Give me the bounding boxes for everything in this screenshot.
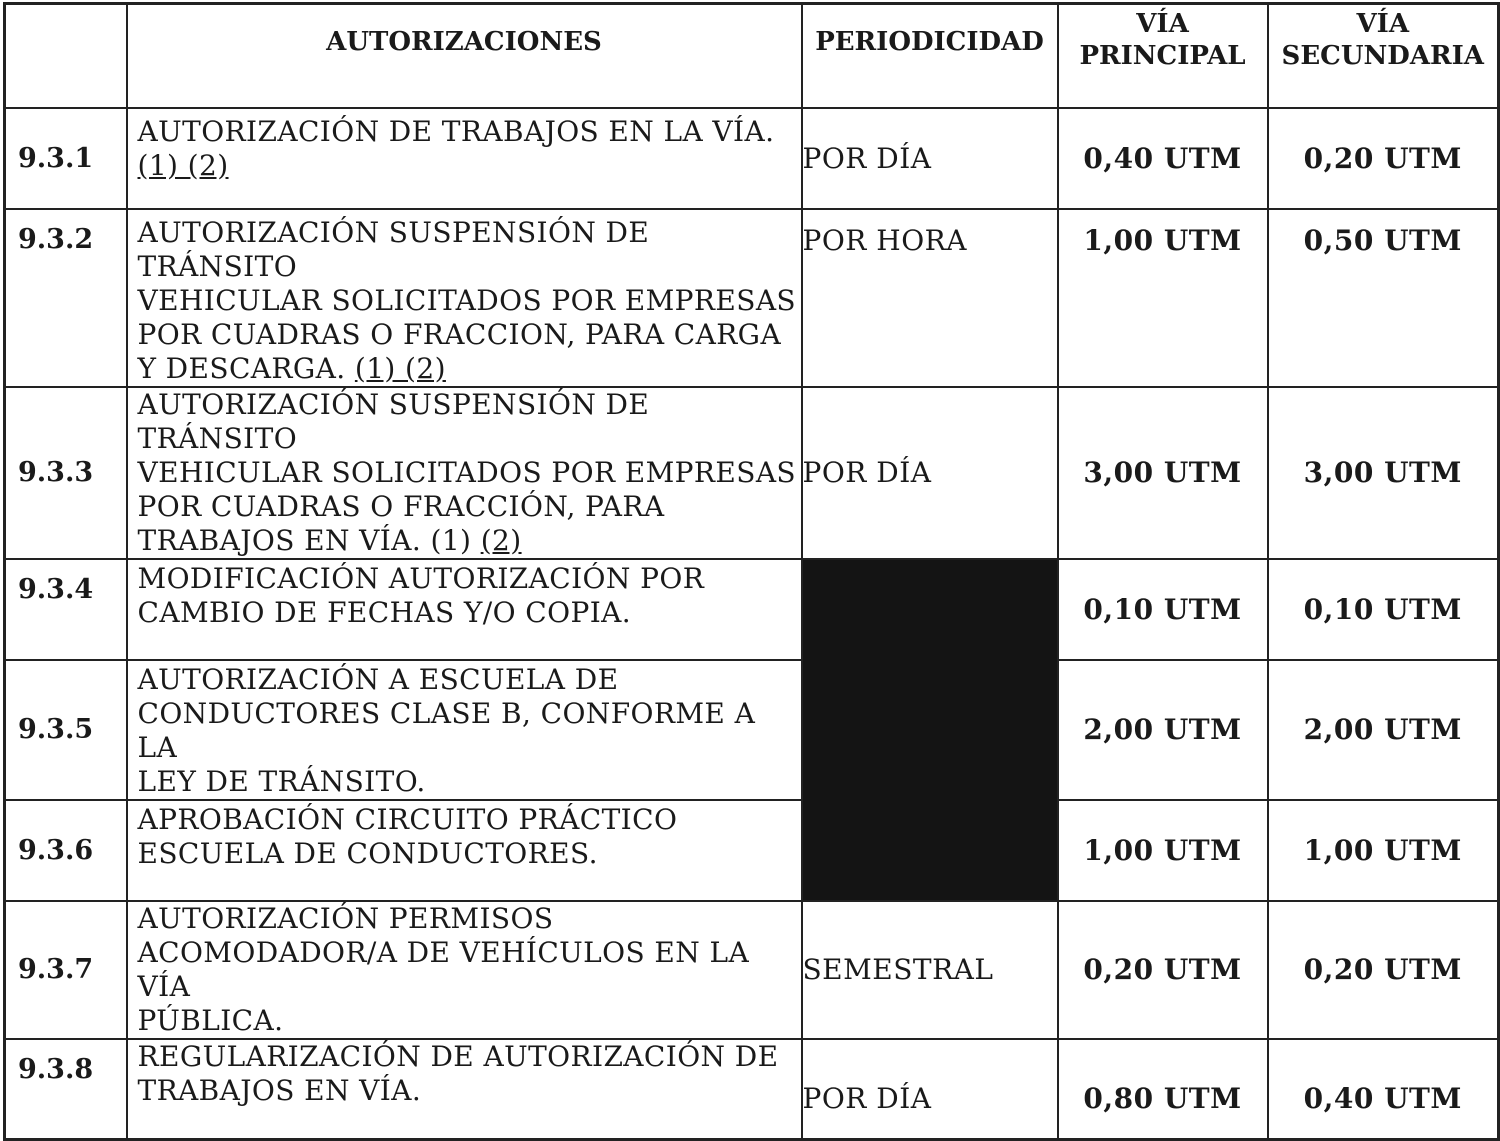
header-periodicidad: PERIODICIDAD <box>802 4 1058 108</box>
row-periodicidad: POR DÍA <box>802 1039 1058 1140</box>
row-description <box>127 559 802 660</box>
desc-line: POR CUADRAS O FRACCIÓN, PARA <box>137 489 665 523</box>
row-code: 9.3.6 <box>5 800 127 901</box>
row-description <box>127 108 802 209</box>
row-via-principal: 2,00 UTM <box>1058 660 1268 800</box>
header-via-secundaria <box>1268 4 1499 108</box>
table-row <box>5 800 1499 901</box>
header-autorizaciones: AUTORIZACIONES <box>127 4 802 108</box>
header-row <box>5 4 1499 108</box>
desc-line: AUTORIZACIÓN SUSPENSIÓN DE TRÁNSITO <box>137 387 650 455</box>
desc-line: VEHICULAR SOLICITADOS POR EMPRESAS <box>137 455 797 489</box>
desc-line: ESCUELA DE CONDUCTORES. <box>137 836 598 870</box>
header-code <box>5 4 127 108</box>
row-via-principal: 0,40 UTM <box>1058 108 1268 209</box>
row-via-secundaria: 0,10 UTM <box>1268 559 1499 660</box>
table-row <box>5 901 1499 1039</box>
row-code: 9.3.8 <box>5 1039 127 1140</box>
tariff-table <box>3 2 1500 1141</box>
header-via-secundaria-line1: VÍA <box>1356 9 1409 39</box>
row-code: 9.3.5 <box>5 660 127 800</box>
table-row <box>5 387 1499 559</box>
row-via-principal: 0,80 UTM <box>1058 1039 1268 1140</box>
row-via-secundaria: 2,00 UTM <box>1268 660 1499 800</box>
header-via-principal-line1: VÍA <box>1136 9 1189 39</box>
row-via-secundaria: 3,00 UTM <box>1268 387 1499 559</box>
desc-line: PÚBLICA. <box>137 1003 284 1037</box>
desc-line: VEHICULAR SOLICITADOS POR EMPRESAS <box>137 283 797 317</box>
row-periodicidad: SEMESTRAL <box>802 901 1058 1039</box>
desc-line: AUTORIZACIÓN SUSPENSIÓN DE TRÁNSITO <box>137 215 650 283</box>
desc-line: APROBACIÓN CIRCUITO PRÁCTICO <box>137 802 678 836</box>
row-via-principal: 0,10 UTM <box>1058 559 1268 660</box>
redacted-block <box>802 559 1058 901</box>
row-description <box>127 209 802 387</box>
row-description <box>127 387 802 559</box>
desc-line: AUTORIZACIÓN PERMISOS <box>137 901 554 935</box>
table-row <box>5 559 1499 660</box>
row-description <box>127 901 802 1039</box>
header-via-principal-line2: PRINCIPAL <box>1079 40 1246 71</box>
row-via-principal: 0,20 UTM <box>1058 901 1268 1039</box>
row-via-secundaria: 0,50 UTM <box>1268 209 1499 387</box>
footnote-ref: (1) (2) <box>354 351 446 385</box>
desc-line: ACOMODADOR/A DE VEHÍCULOS EN LA VÍA <box>137 935 750 1003</box>
footnote-ref: (1) (2) <box>137 148 229 182</box>
desc-line: Y DESCARGA. <box>137 351 346 385</box>
desc-line: AUTORIZACIÓN DE TRABAJOS EN LA VÍA. <box>137 114 775 148</box>
desc-line: CONDUCTORES CLASE B, CONFORME A LA <box>137 696 756 764</box>
row-via-secundaria: 0,20 UTM <box>1268 901 1499 1039</box>
row-periodicidad: POR HORA <box>802 209 1058 387</box>
row-code: 9.3.7 <box>5 901 127 1039</box>
table-row <box>5 108 1499 209</box>
desc-line: TRABAJOS EN VÍA. <box>137 1073 422 1107</box>
row-periodicidad: POR DÍA <box>802 108 1058 209</box>
row-via-secundaria: 1,00 UTM <box>1268 800 1499 901</box>
header-via-secundaria-line2: SECUNDARIA <box>1281 40 1484 71</box>
table-row <box>5 209 1499 387</box>
desc-line: TRABAJOS EN VÍA. <box>137 523 422 557</box>
row-description <box>127 1039 802 1140</box>
desc-line: POR CUADRAS O FRACCION, PARA CARGA <box>137 317 782 351</box>
row-code: 9.3.2 <box>5 209 127 387</box>
row-via-principal: 3,00 UTM <box>1058 387 1268 559</box>
desc-line: REGULARIZACIÓN DE AUTORIZACIÓN DE <box>137 1039 779 1073</box>
table-row <box>5 1039 1499 1140</box>
header-via-principal <box>1058 4 1268 108</box>
row-via-secundaria: 0,40 UTM <box>1268 1039 1499 1140</box>
row-via-secundaria: 0,20 UTM <box>1268 108 1499 209</box>
desc-line: CAMBIO DE FECHAS Y/O COPIA. <box>137 595 632 629</box>
row-via-principal: 1,00 UTM <box>1058 209 1268 387</box>
desc-line: LEY DE TRÁNSITO. <box>137 764 426 798</box>
row-code: 9.3.3 <box>5 387 127 559</box>
row-via-principal: 1,00 UTM <box>1058 800 1268 901</box>
row-description <box>127 800 802 901</box>
footnote-ref: (2) <box>480 523 522 557</box>
row-code: 9.3.1 <box>5 108 127 209</box>
row-description <box>127 660 802 800</box>
row-periodicidad: POR DÍA <box>802 387 1058 559</box>
table-row <box>5 660 1499 800</box>
desc-line: MODIFICACIÓN AUTORIZACIÓN POR <box>137 561 705 595</box>
row-code: 9.3.4 <box>5 559 127 660</box>
desc-line: AUTORIZACIÓN A ESCUELA DE <box>137 662 619 696</box>
footnote-ref: (1) <box>430 523 472 557</box>
